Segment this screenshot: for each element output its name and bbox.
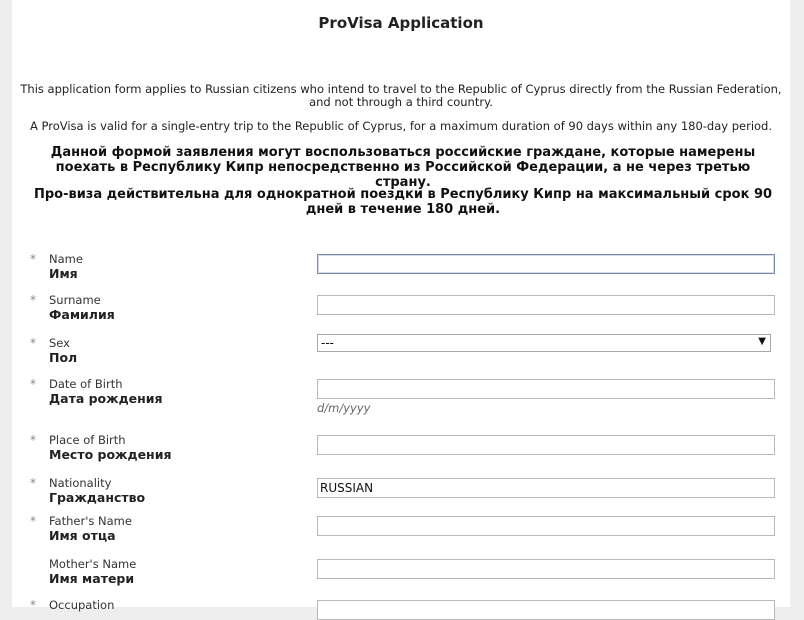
intro-text-ru-2: Про-виза действительна для однократной поездки в Республику Кипр на максимальный срок 90 дней в течение 180 дней. [33, 187, 773, 217]
mother-label-en: Mother's Name [49, 557, 137, 571]
intro-text-en-2: A ProVisa is valid for a single-entry trip to the Republic of Cyprus, for a maximum duration of 90 days within any 180-day period. [29, 119, 773, 133]
required-marker: * [30, 514, 36, 528]
dob-format-hint: d/m/yyyy [317, 401, 371, 415]
father-name-input[interactable] [317, 516, 775, 536]
nationality-label-ru: Гражданство [49, 490, 146, 505]
pob-label-ru: Место рождения [49, 447, 172, 462]
father-label-ru: Имя отца [49, 528, 116, 543]
nationality-input[interactable] [317, 478, 775, 498]
dropdown-arrow-icon: ▼ [758, 336, 766, 347]
required-marker: * [30, 336, 36, 350]
sex-selected-value: --- [321, 336, 334, 350]
name-input[interactable] [317, 254, 775, 274]
page-title: ProVisa Application [318, 14, 484, 32]
dob-label-ru: Дата рождения [49, 391, 163, 406]
dob-input[interactable] [317, 379, 775, 399]
intro-text-ru-1: Данной формой заявления могут воспользоваться российские граждане, которые намерены поехать в Республику Кипр непосредственно из Российской Федерации, а не через третью страну. [50, 145, 756, 190]
pob-input[interactable] [317, 435, 775, 455]
intro-text-en-1: This application form applies to Russian citizens who intend to travel to the Republic of Cyprus directly from the Russian Federation, and not through a third country. [20, 82, 782, 109]
application-page [12, 0, 790, 612]
name-label-ru: Имя [49, 266, 78, 281]
required-marker: * [30, 433, 36, 447]
sex-label-ru: Пол [49, 350, 78, 365]
required-marker: * [30, 293, 36, 307]
occupation-label-en: Occupation [49, 598, 115, 612]
required-marker: * [30, 377, 36, 391]
pob-label-en: Place of Birth [49, 433, 126, 447]
surname-label-en: Surname [49, 293, 101, 307]
required-marker: * [30, 476, 36, 490]
dob-label-en: Date of Birth [49, 377, 123, 391]
mother-name-input[interactable] [317, 559, 775, 579]
required-marker: * [30, 598, 36, 612]
occupation-input[interactable] [317, 600, 775, 620]
required-marker: * [30, 252, 36, 266]
sex-select[interactable] [317, 334, 771, 352]
name-label-en: Name [49, 252, 83, 266]
mother-label-ru: Имя матери [49, 571, 135, 586]
sex-label-en: Sex [49, 336, 70, 350]
father-label-en: Father's Name [49, 514, 132, 528]
surname-label-ru: Фамилия [49, 307, 115, 322]
nationality-label-en: Nationality [49, 476, 112, 490]
surname-input[interactable] [317, 295, 775, 315]
